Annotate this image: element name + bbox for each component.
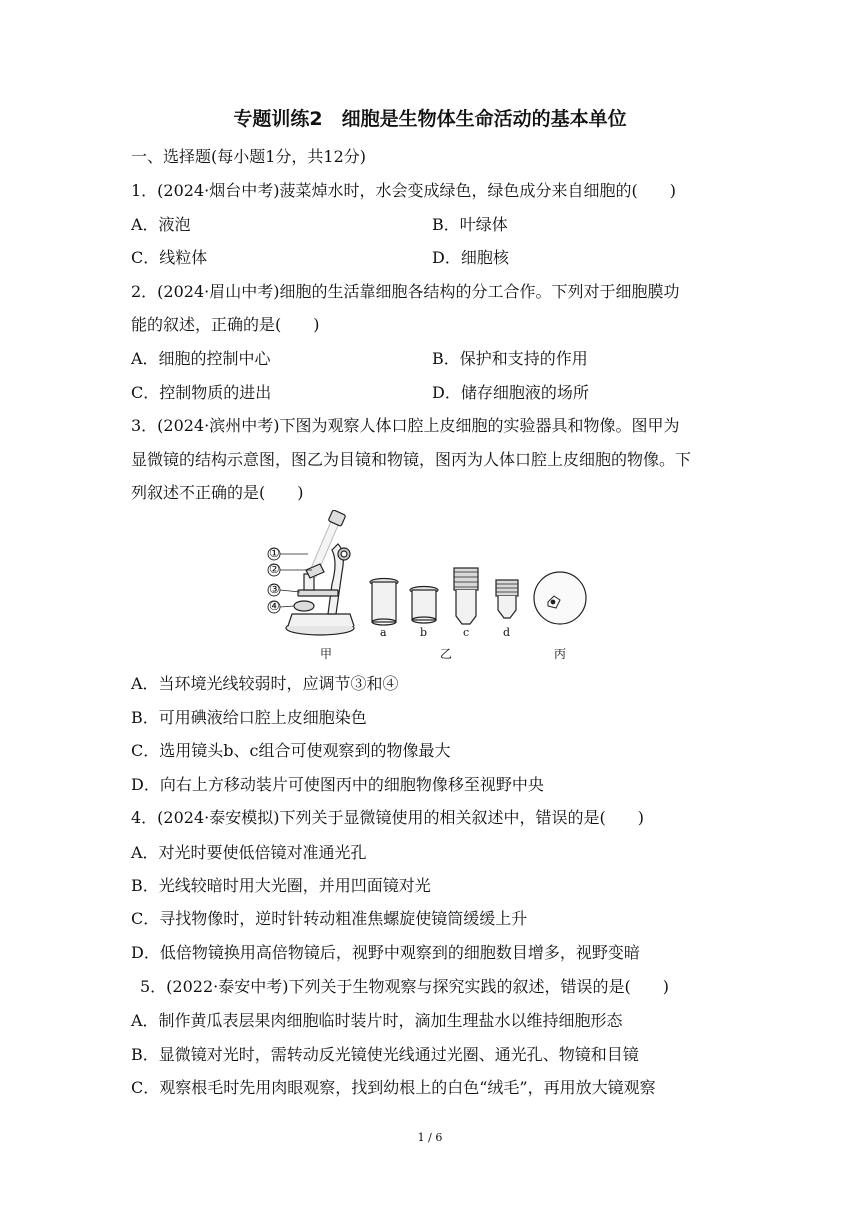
page-number: 1 / 6 xyxy=(417,1131,443,1144)
q3-option-a: A．当环境光线较弱时，应调节③和④ xyxy=(131,674,399,693)
lens-a xyxy=(370,579,398,626)
lens-label-a: a xyxy=(380,626,387,639)
q4-option-c: C．寻找物像时，逆时针转动粗准焦螺旋使镜筒缓缓上升 xyxy=(131,909,528,928)
marker-1: ① xyxy=(269,546,280,560)
q1-option-b: B．叶绿体 xyxy=(432,215,508,234)
q4-stem: 4．(2024·泰安模拟)下列关于显微镜使用的相关叙述中，错误的是( ) xyxy=(131,808,644,827)
marker-4: ④ xyxy=(269,599,280,613)
q2-option-c: C．控制物质的进出 xyxy=(131,383,272,402)
q3-option-b: B．可用碘液给口腔上皮细胞染色 xyxy=(131,708,367,727)
section-heading: 一、选择题(每小题1分，共12分) xyxy=(131,147,367,166)
q5-option-b: B．显微镜对光时，需转动反光镜使光线通过光圈、通光孔、物镜和目镜 xyxy=(131,1045,639,1064)
lens-c xyxy=(454,568,478,624)
q3-stem-line1: 3．(2024·滨州中考)下图为观察人体口腔上皮细胞的实验器具和物像。图甲为 xyxy=(131,416,680,435)
q2-stem-line1: 2．(2024·眉山中考)细胞的生活靠细胞各结构的分工合作。下列对于细胞膜功 xyxy=(131,282,680,301)
microscope-drawing xyxy=(268,510,354,635)
lens-label-c: c xyxy=(463,626,470,639)
q5-stem: 5．(2022·泰安中考)下列关于生物观察与探究实践的叙述，错误的是( ) xyxy=(140,977,669,996)
microscope-figure xyxy=(262,510,602,662)
marker-3: ③ xyxy=(269,582,280,596)
q2-option-d: D．储存细胞液的场所 xyxy=(432,383,589,402)
q1-option-a: A．液泡 xyxy=(131,215,191,234)
marker-2: ② xyxy=(269,562,280,576)
q2-option-a: A．细胞的控制中心 xyxy=(131,349,271,368)
q2-stem-line2: 能的叙述，正确的是( ) xyxy=(131,315,320,334)
q5-option-a: A．制作黄瓜表层果肉细胞临时装片时，滴加生理盐水以维持细胞形态 xyxy=(131,1011,623,1030)
microscope-illustration xyxy=(262,510,602,662)
q4-option-a: A．对光时要使低倍镜对准通光孔 xyxy=(131,843,367,862)
q2-option-b: B．保护和支持的作用 xyxy=(432,349,588,368)
q5-option-c: C．观察根毛时先用肉眼观察，找到幼根上的白色“绒毛”，再用放大镜观察 xyxy=(131,1078,656,1097)
page-title: 专题训练2 细胞是生物体生命活动的基本单位 xyxy=(233,108,627,130)
q1-option-c: C．线粒体 xyxy=(131,248,208,267)
lens-label-b: b xyxy=(420,626,428,639)
lens-d xyxy=(496,580,518,618)
q1-stem: 1．(2024·烟台中考)菠菜焯水时，水会变成绿色，绿色成分来自细胞的( ) xyxy=(131,181,676,200)
q3-stem-line2: 显微镜的结构示意图，图乙为目镜和物镜，图丙为人体口腔上皮细胞的物像。下 xyxy=(131,450,692,469)
q4-option-b: B．光线较暗时用大光圈，并用凹面镜对光 xyxy=(131,876,431,895)
lens-label-d: d xyxy=(503,626,511,639)
lens-b xyxy=(410,587,438,624)
panel-label-yi: 乙 xyxy=(440,647,453,661)
q1-option-d: D．细胞核 xyxy=(432,248,509,267)
field-of-view xyxy=(534,572,586,624)
q3-option-d: D．向右上方移动装片可使图丙中的细胞物像移至视野中央 xyxy=(131,775,544,794)
q3-stem-line3: 列叙述不正确的是( ) xyxy=(131,483,304,502)
panel-label-bing: 丙 xyxy=(554,647,567,661)
q3-option-c: C．选用镜头b、c组合可使观察到的物像最大 xyxy=(131,741,451,760)
q4-option-d: D．低倍物镜换用高倍物镜后，视野中观察到的细胞数目增多，视野变暗 xyxy=(131,943,640,962)
panel-label-jia: 甲 xyxy=(320,647,333,661)
